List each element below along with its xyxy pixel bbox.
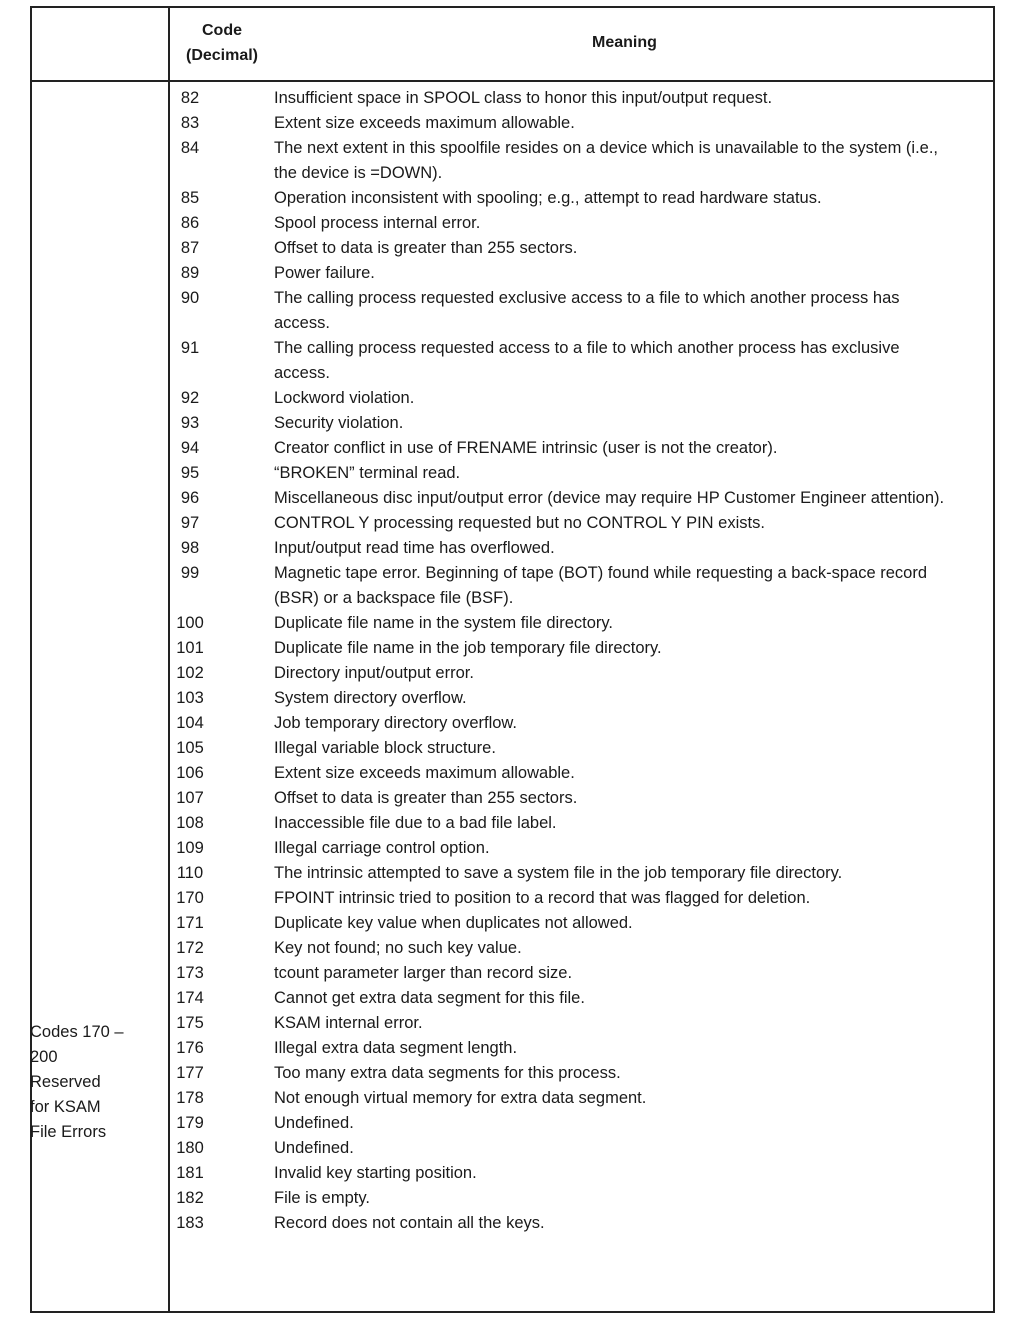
table-row	[138, 336, 958, 386]
code-header-label: Code	[202, 22, 242, 39]
error-meaning: CONTROL Y processing requested but no CONTROL Y PIN exists.	[274, 514, 765, 532]
error-meaning: Illegal carriage control option.	[274, 839, 490, 857]
error-code: 102	[176, 664, 204, 682]
error-meaning: The calling process requested access to a file to which another process has exclusive access.	[274, 339, 900, 382]
table-row	[138, 1011, 958, 1036]
error-code: 90	[180, 289, 200, 307]
table-row	[138, 1136, 958, 1161]
table-row	[138, 686, 958, 711]
error-code: 104	[176, 714, 204, 732]
error-code: 100	[176, 614, 204, 632]
error-code: 105	[176, 739, 204, 757]
error-code: 96	[180, 489, 200, 507]
error-meaning: Security violation.	[274, 414, 404, 432]
table-row	[138, 461, 958, 486]
error-meaning: Not enough virtual memory for extra data segment.	[274, 1089, 647, 1107]
error-code: 171	[176, 914, 204, 932]
error-code: 180	[176, 1139, 204, 1157]
table-row	[138, 836, 958, 861]
error-code: 98	[180, 539, 200, 557]
table-row	[138, 86, 958, 111]
error-meaning: Extent size exceeds maximum allowable.	[274, 114, 575, 132]
error-code: 89	[180, 264, 200, 282]
error-code: 82	[180, 89, 200, 107]
table-row	[138, 1211, 958, 1236]
error-meaning: Offset to data is greater than 255 sectors.	[274, 789, 578, 807]
table-row	[138, 261, 958, 286]
error-meaning: tcount parameter larger than record size.	[274, 964, 573, 982]
error-code: 91	[180, 339, 200, 357]
error-code: 173	[176, 964, 204, 982]
table-row	[138, 1036, 958, 1061]
ksam-side-note	[30, 1020, 140, 1145]
error-code: 109	[176, 839, 204, 857]
error-meaning: Magnetic tape error. Beginning of tape (BOT) found while requesting a back-space record (BSR) or a backspace file (BSF).	[274, 564, 928, 607]
table-body	[138, 86, 958, 1236]
error-meaning: Operation inconsistent with spooling; e.g., attempt to read hardware status.	[274, 189, 822, 207]
error-code: 179	[176, 1114, 204, 1132]
error-meaning: Offset to data is greater than 255 sectors.	[274, 239, 578, 257]
table-row	[138, 386, 958, 411]
error-code: 92	[180, 389, 200, 407]
error-meaning: Duplicate key value when duplicates not allowed.	[274, 914, 633, 932]
error-code: 97	[180, 514, 200, 532]
table-row	[138, 961, 958, 986]
error-meaning: Illegal variable block structure.	[274, 739, 496, 757]
error-code: 181	[176, 1164, 204, 1182]
error-code: 175	[176, 1014, 204, 1032]
error-code: 108	[176, 814, 204, 832]
error-meaning: File is empty.	[274, 1189, 370, 1207]
table-row	[138, 1161, 958, 1186]
table-row	[138, 136, 958, 186]
table-row	[138, 436, 958, 461]
table-row	[138, 936, 958, 961]
table-row	[138, 211, 958, 236]
table-row	[138, 661, 958, 686]
meaning-column-header: Meaning	[592, 34, 657, 51]
error-code: 94	[180, 439, 200, 457]
error-meaning: Invalid key starting position.	[274, 1164, 477, 1182]
error-meaning: Too many extra data segments for this process.	[274, 1064, 621, 1082]
table-row	[138, 611, 958, 636]
table-row	[138, 561, 958, 611]
error-meaning: Undefined.	[274, 1139, 354, 1157]
error-code: 87	[180, 239, 200, 257]
error-code: 106	[176, 764, 204, 782]
error-code: 107	[176, 789, 204, 807]
table-row	[138, 1086, 958, 1111]
error-meaning: KSAM internal error.	[274, 1014, 423, 1032]
error-meaning: Illegal extra data segment length.	[274, 1039, 518, 1057]
error-meaning: Extent size exceeds maximum allowable.	[274, 764, 575, 782]
table-row	[138, 761, 958, 786]
error-code: 174	[176, 989, 204, 1007]
error-code: 110	[176, 864, 204, 882]
side-note-line: Codes 170 –	[30, 1023, 124, 1041]
side-note-line: File Errors	[30, 1123, 107, 1141]
table-row	[138, 1111, 958, 1136]
error-code: 182	[176, 1189, 204, 1207]
error-code: 83	[180, 114, 200, 132]
error-code: 84	[180, 139, 200, 157]
error-meaning: Lockword violation.	[274, 389, 415, 407]
error-code: 101	[176, 639, 204, 657]
error-meaning: Inaccessible file due to a bad file label.	[274, 814, 557, 832]
error-meaning: “BROKEN” terminal read.	[274, 464, 461, 482]
side-note-line: for KSAM	[30, 1098, 101, 1116]
error-code: 85	[180, 189, 200, 207]
error-meaning: System directory overflow.	[274, 689, 467, 707]
table-row	[138, 711, 958, 736]
error-meaning: The intrinsic attempted to save a system file in the job temporary file directory.	[274, 864, 843, 882]
error-code: 183	[176, 1214, 204, 1232]
table-row	[138, 811, 958, 836]
error-meaning: Job temporary directory overflow.	[274, 714, 518, 732]
table-row	[138, 111, 958, 136]
error-code: 177	[176, 1064, 204, 1082]
error-meaning: The calling process requested exclusive access to a file to which another process has access.	[274, 289, 900, 332]
table-row	[138, 636, 958, 661]
error-meaning: Undefined.	[274, 1114, 354, 1132]
error-code: 178	[176, 1089, 204, 1107]
table-row	[138, 736, 958, 761]
table-row	[138, 886, 958, 911]
table-row	[138, 236, 958, 261]
error-code: 172	[176, 939, 204, 957]
error-meaning: Power failure.	[274, 264, 375, 282]
table-row	[138, 536, 958, 561]
header-divider	[32, 80, 993, 82]
error-meaning: Insufficient space in SPOOL class to honor this input/output request.	[274, 89, 773, 107]
side-note-line: Reserved	[30, 1073, 101, 1091]
error-code: 93	[180, 414, 200, 432]
error-meaning: Input/output read time has overflowed.	[274, 539, 555, 557]
table-row	[138, 1061, 958, 1086]
table-row	[138, 186, 958, 211]
error-code: 99	[180, 564, 200, 582]
error-meaning: Duplicate file name in the system file directory.	[274, 614, 613, 632]
error-code: 86	[180, 214, 200, 232]
table-row	[138, 486, 958, 511]
table-row	[138, 411, 958, 436]
decimal-header-label: (Decimal)	[185, 47, 259, 64]
table-row	[138, 1186, 958, 1211]
error-meaning: Cannot get extra data segment for this file.	[274, 989, 585, 1007]
error-meaning: Directory input/output error.	[274, 664, 474, 682]
error-meaning: FPOINT intrinsic tried to position to a record that was flagged for deletion.	[274, 889, 811, 907]
side-note-line: 200	[30, 1048, 58, 1066]
table-row	[138, 286, 958, 336]
error-meaning: Miscellaneous disc input/output error (device may require HP Customer Engineer attention).	[274, 489, 945, 507]
error-code: 95	[180, 464, 200, 482]
code-column-header	[170, 18, 274, 68]
table-row	[138, 786, 958, 811]
error-meaning: Record does not contain all the keys.	[274, 1214, 545, 1232]
error-meaning: Spool process internal error.	[274, 214, 481, 232]
table-row	[138, 861, 958, 886]
table-row	[138, 986, 958, 1011]
table-row	[138, 511, 958, 536]
error-meaning: Creator conflict in use of FRENAME intrinsic (user is not the creator).	[274, 439, 778, 457]
table-row	[138, 911, 958, 936]
error-code: 176	[176, 1039, 204, 1057]
error-meaning: The next extent in this spoolfile resides on a device which is unavailable to the system (i.e., the device is =DOWN).	[274, 139, 939, 182]
error-meaning: Key not found; no such key value.	[274, 939, 522, 957]
error-code: 170	[176, 889, 204, 907]
error-meaning: Duplicate file name in the job temporary file directory.	[274, 639, 662, 657]
error-code: 103	[176, 689, 204, 707]
